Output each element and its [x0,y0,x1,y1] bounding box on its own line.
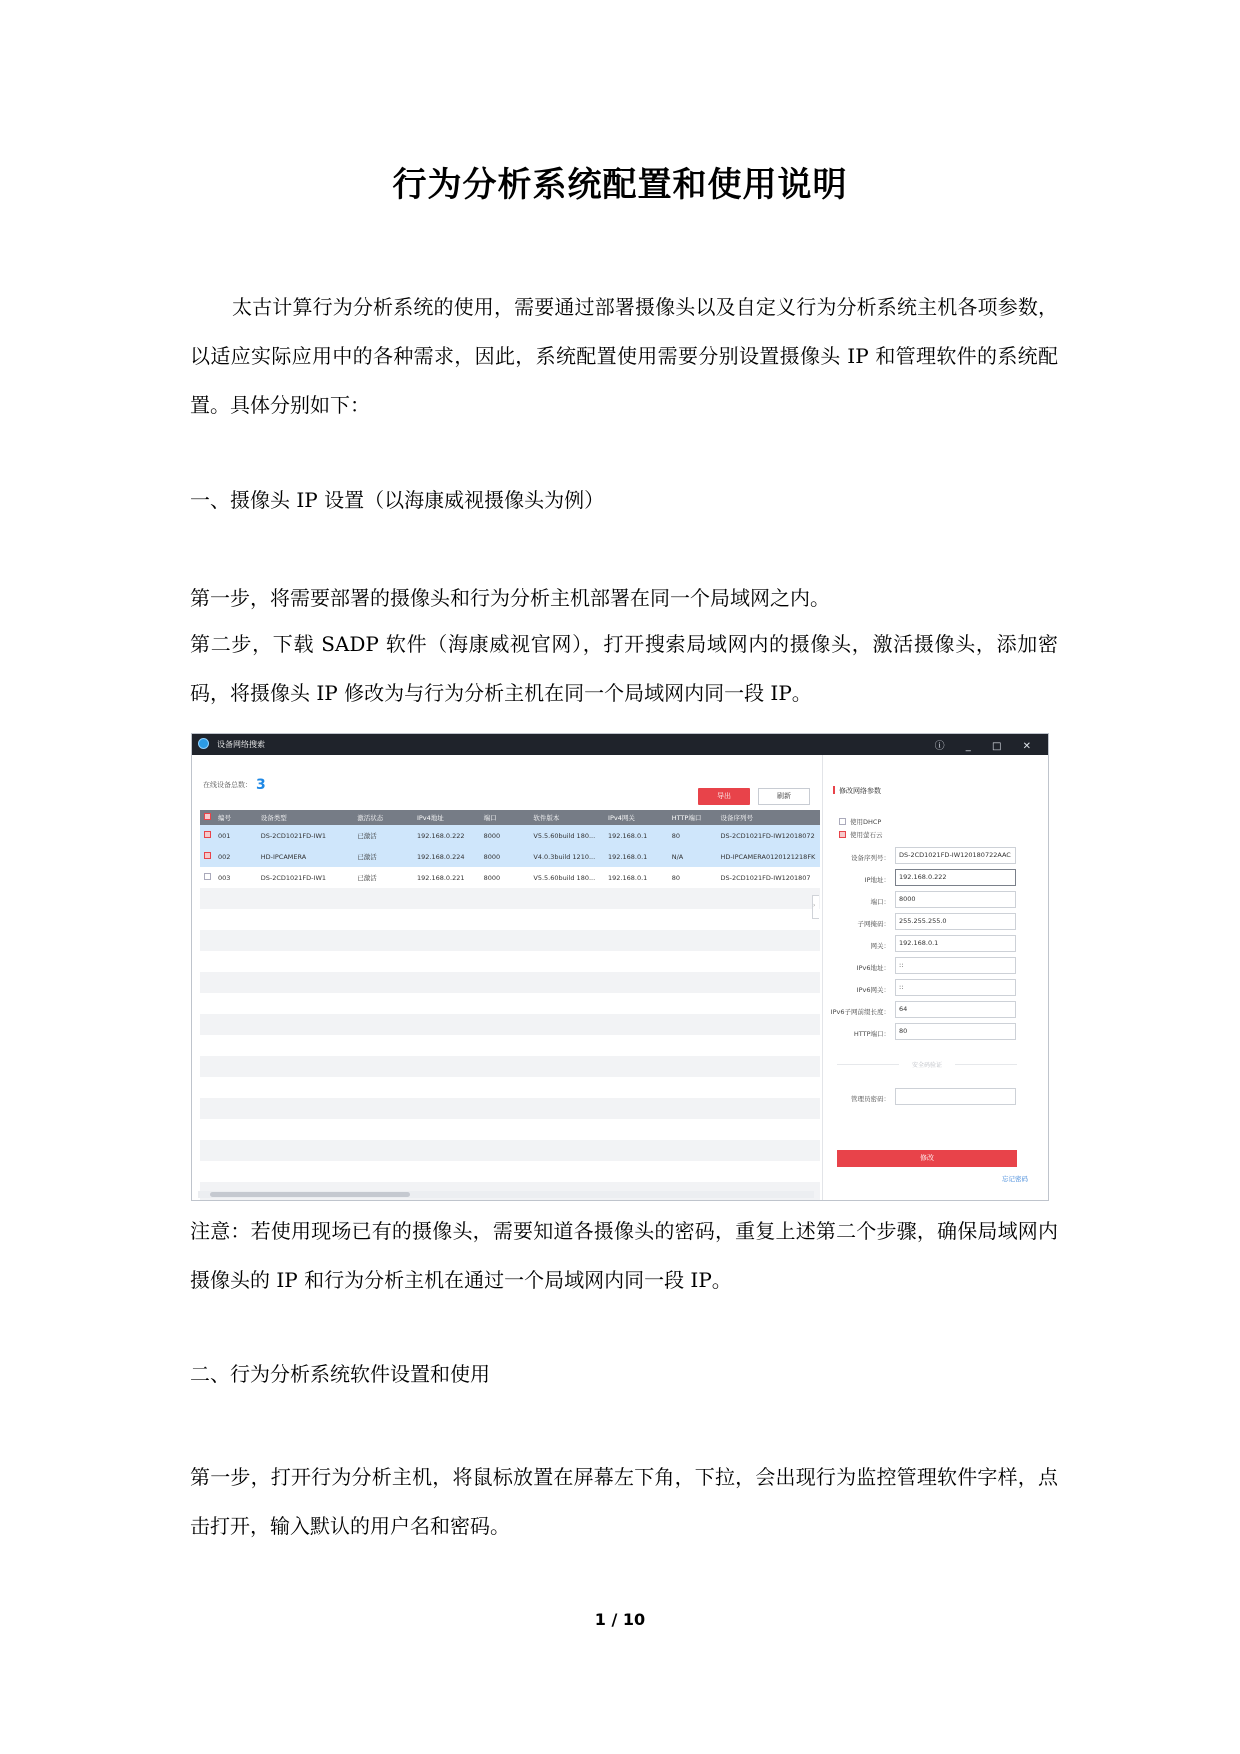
port-input[interactable]: 8000 [895,891,1016,908]
row-checkbox-cell[interactable] [200,873,218,882]
admin-password-input[interactable] [895,1088,1016,1105]
cell-type: DS-2CD1021FD-IW1 [260,873,327,882]
dhcp-checkbox[interactable] [839,818,846,825]
empty-row [200,1077,820,1098]
row-checkbox-cell[interactable] [200,831,218,840]
cell-version: V4.0.3build 1210... [533,852,596,861]
table-row[interactable] [200,825,820,846]
header-gateway[interactable]: IPv4网关 [608,814,635,822]
cell-port: 8000 [483,873,501,882]
row-checkbox[interactable] [204,873,211,880]
online-count: 3 [256,777,266,793]
ipv6-prefix-input[interactable]: 64 [895,1001,1016,1018]
select-all-checkbox[interactable] [204,813,211,820]
cell-serial: HD-IPCAMERA0120121218FK [720,852,816,861]
empty-row [200,1098,820,1119]
panel-title: 修改网络参数 [833,786,881,796]
field-label: 端口： [870,898,890,906]
header-id[interactable]: 编号 [217,814,231,822]
forgot-password-link[interactable]: 忘记密码 [1002,1175,1028,1183]
cell-serial: DS-2CD1021FD-IW1201807 [720,873,811,882]
header-type[interactable]: 设备类型 [260,814,287,822]
cell-version: V5.5.60build 180... [533,873,596,882]
field-label: 子网掩码： [857,920,890,928]
cell-type: DS-2CD1021FD-IW1 [260,831,327,840]
cell-id: 001 [217,831,231,840]
empty-row [200,1119,820,1140]
row-checkbox[interactable] [204,831,211,838]
cell-version: V5.5.60build 180... [533,831,596,840]
http-port-input[interactable]: 80 [895,1023,1016,1040]
field-label: 设备序列号： [851,854,890,862]
section2-step1: 第一步，打开行为分析主机，将鼠标放置在屏幕左下角，下拉，会出现行为监控管理软件字样，点击打开，输入默认的用户名和密码。 [190,1465,1058,1538]
cell-gateway: 192.168.0.1 [608,873,648,882]
window-controls[interactable]: ⓘ _ □ ✕ [934,741,1040,752]
dhcp-label: 使用DHCP [850,818,882,826]
export-button[interactable]: 导出 [698,788,750,805]
empty-row [200,972,820,993]
subnet-input[interactable]: 255.255.255.0 [895,913,1016,930]
field-label: HTTP端口： [853,1030,890,1038]
field-label: 管理员密码： [851,1095,890,1103]
cell-port: 8000 [483,852,501,861]
empty-row [200,888,820,909]
scrollbar-thumb[interactable] [210,1192,410,1197]
section1-note: 注意：若使用现场已有的摄像头，需要知道各摄像头的密码，重复上述第二个步骤，确保局域网内摄像头的 IP 和行为分析主机在通过一个局域网内同一段 IP。 [190,1219,1058,1292]
empty-row [200,1014,820,1035]
field-label: IP地址： [864,876,890,884]
gateway-input[interactable]: 192.168.0.1 [895,935,1016,952]
empty-row [200,1056,820,1077]
field-label: 网关： [870,942,890,950]
online-count-label: 在线设备总数： [203,781,252,789]
header-port[interactable]: 端口 [483,814,497,822]
cell-port: 8000 [483,831,501,840]
ipv6-gateway-input[interactable]: :: [895,979,1016,996]
section2-heading: 二、行为分析系统软件设置和使用 [190,1362,490,1386]
window-title: 设备网络搜索 [217,740,265,749]
row-checkbox[interactable] [204,852,211,859]
empty-row [200,1161,820,1182]
section1-step1: 第一步，将需要部署的摄像头和行为分析主机部署在同一个局域网之内。 [190,586,830,610]
page-title: 行为分析系统配置和使用说明 [392,165,848,205]
cell-ip: 192.168.0.221 [416,873,465,882]
field-label: IPv6子网前缀长度： [830,1008,890,1016]
refresh-button[interactable]: 刷新 [758,788,810,805]
field-label: IPv6地址： [856,964,890,972]
cell-type: HD-IPCAMERA [260,852,307,861]
dhcp-option[interactable] [839,817,881,826]
cell-status: 已激活 [357,832,377,840]
device-table [200,810,820,1201]
cell-http: 80 [671,873,680,882]
cell-http: N/A [671,852,684,861]
ip-input[interactable]: 192.168.0.222 [895,869,1016,886]
device-list-pane [192,755,820,1200]
empty-row [200,951,820,972]
ipv6-input[interactable]: :: [895,957,1016,974]
row-checkbox-cell[interactable] [200,852,218,861]
panel-collapse-tab[interactable]: › [812,895,819,919]
cell-gateway: 192.168.0.1 [608,852,648,861]
cell-ip: 192.168.0.222 [416,831,465,840]
app-icon [198,738,209,749]
cloud-option[interactable] [839,830,883,839]
cell-ip: 192.168.0.224 [416,852,465,861]
cloud-label: 使用萤石云 [850,831,883,839]
empty-row [200,993,820,1014]
cell-id: 003 [217,873,231,882]
cell-gateway: 192.168.0.1 [608,831,648,840]
modify-button[interactable]: 修改 [837,1150,1017,1167]
horizontal-scrollbar[interactable] [198,1191,814,1198]
empty-row [200,909,820,930]
section1-step2: 第二步，下载 SADP 软件（海康威视官网），打开搜索局域网内的摄像头，激活摄像头，添加密码，将摄像头 IP 修改为与行为分析主机在同一个局域网内同一段 IP。 [190,632,1058,705]
cloud-checkbox[interactable] [839,831,846,838]
field-label: IPv6网关： [856,986,890,994]
cell-http: 80 [671,831,680,840]
header-status[interactable]: 激活状态 [357,814,384,822]
sadp-screenshot [191,733,1049,1201]
section1-heading: 一、摄像头 IP 设置（以海康威视摄像头为例） [190,488,605,512]
cell-id: 002 [217,852,231,861]
online-count-row [203,777,266,793]
header-http[interactable]: HTTP端口 [671,814,702,822]
empty-row [200,1140,820,1161]
header-select-all[interactable] [200,813,218,822]
empty-row [200,1035,820,1056]
table-row[interactable] [200,867,820,888]
page-number: 1 / 10 [594,1610,646,1629]
header-version[interactable]: 软件版本 [533,814,560,822]
cell-status: 已激活 [357,853,377,861]
network-params-panel [822,755,1048,1200]
empty-row [200,930,820,951]
header-serial[interactable]: 设备序列号 [720,814,753,822]
serial-input[interactable]: DS-2CD1021FD-IW120180722AAC [895,847,1016,864]
security-divider: 安全码验证 [837,1060,1017,1069]
window-titlebar [192,734,1048,755]
table-header [200,810,820,825]
cell-status: 已激活 [357,874,377,882]
cell-serial: DS-2CD1021FD-IW12018072 [720,831,815,840]
table-row[interactable] [200,846,820,867]
header-ip[interactable]: IPv4地址 [416,814,444,822]
intro-paragraph: 太古计算行为分析系统的使用，需要通过部署摄像头以及自定义行为分析系统主机各项参数，以适应实际应用中的各种需求，因此，系统配置使用需要分别设置摄像头 IP 和管理软件的系统配置。具体分别如下： [190,295,1058,417]
